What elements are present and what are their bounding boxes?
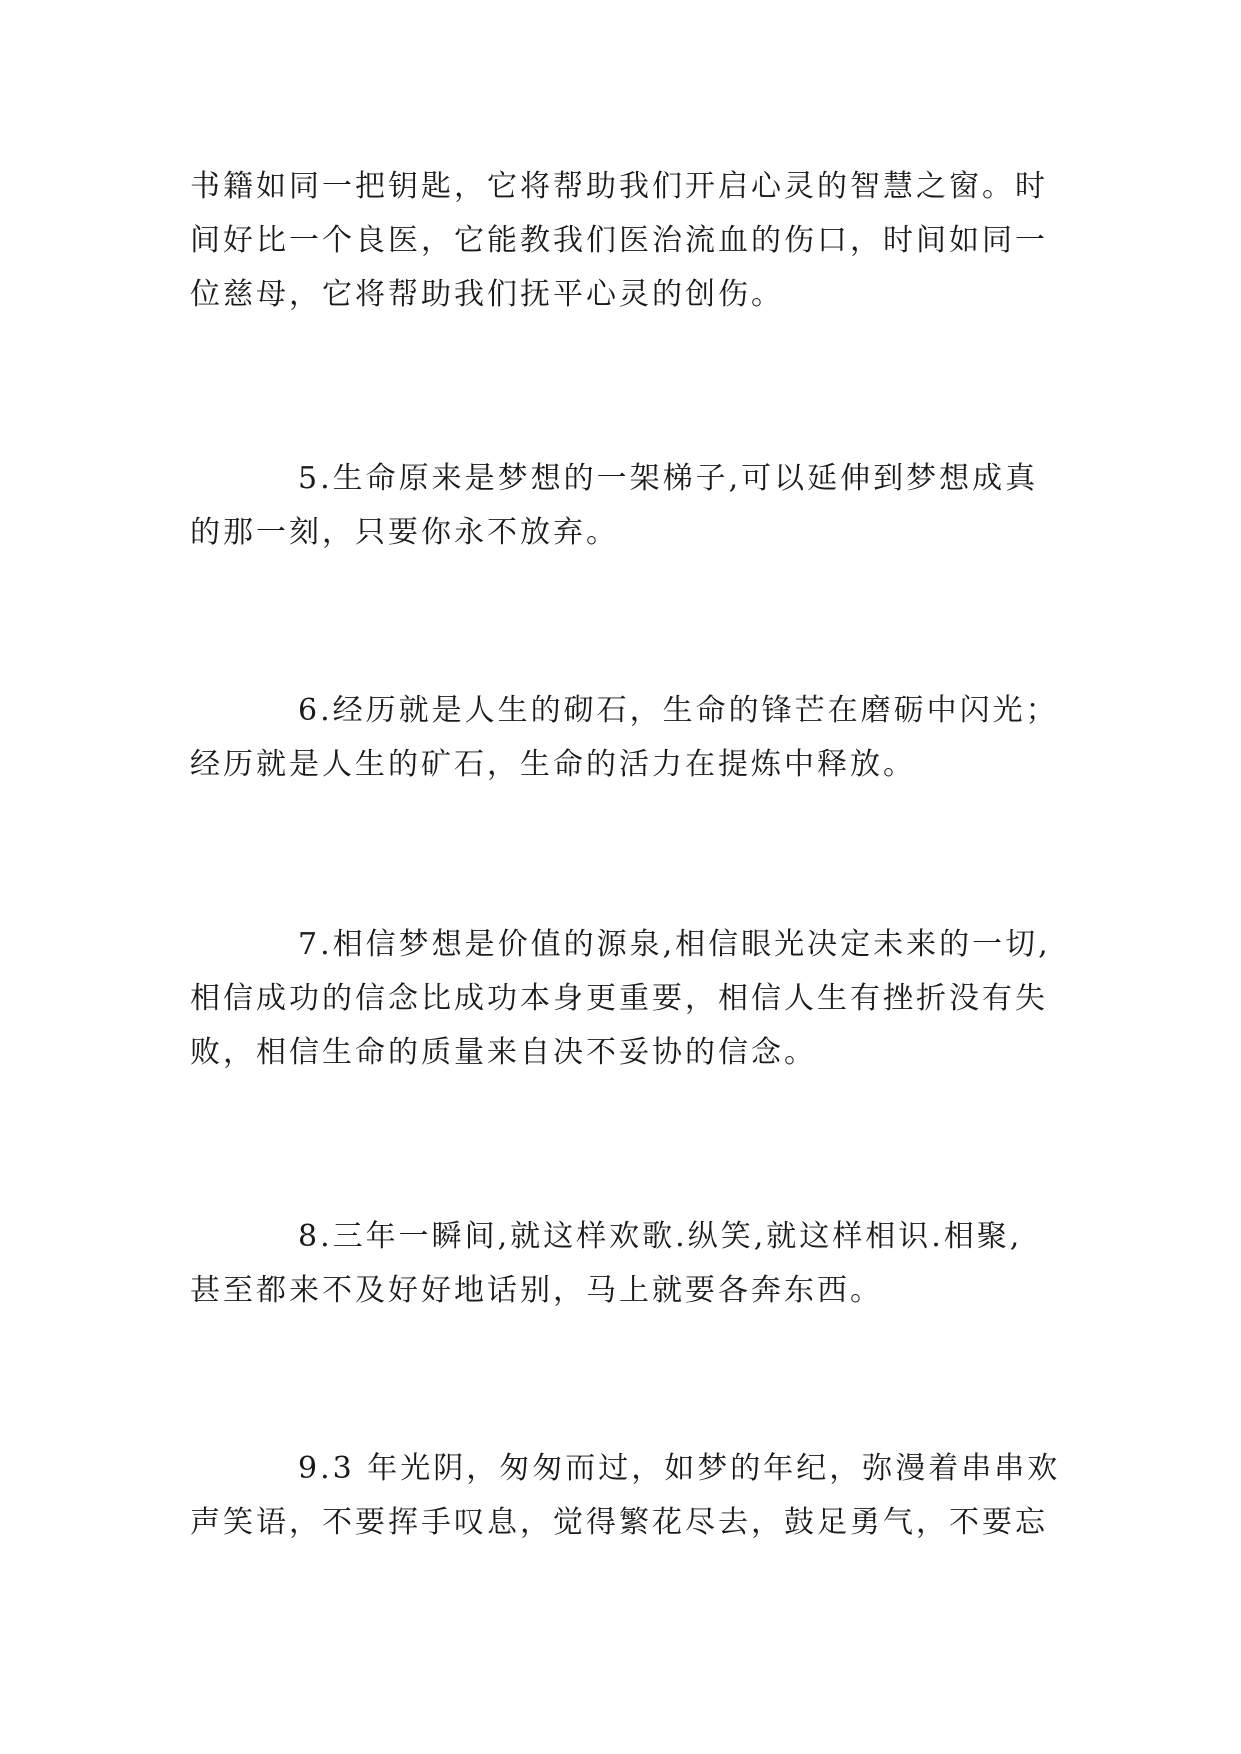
text-line: 6.经历就是人生的砌石，生命的锋芒在磨砺中闪光； <box>298 693 1059 728</box>
text-line: 的那一刻，只要你永不放弃。 <box>190 515 619 550</box>
text-line: 8.三年一瞬间,就这样欢歌.纵笑,就这样相识.相聚, <box>298 1219 1023 1254</box>
paragraph-item-8 <box>190 1210 1060 1318</box>
text-line: 声笑语，不要挥手叹息，觉得繁花尽去，鼓足勇气，不要忘 <box>190 1505 1048 1540</box>
text-line: 败，相信生命的质量来自决不妥协的信念。 <box>190 1035 817 1070</box>
text-line: 5.生命原来是梦想的一架梯子,可以延伸到梦想成真 <box>298 461 1039 496</box>
paragraph-item-5 <box>190 452 1060 560</box>
text-line: 间好比一个良医，它能教我们医治流血的伤口，时间如同一 <box>190 223 1048 258</box>
text-line: 经历就是人生的矿石，生命的活力在提炼中释放。 <box>190 747 916 782</box>
text-line: 9.3 年光阴，匆匆而过，如梦的年纪，弥漫着串串欢 <box>298 1451 1061 1486</box>
text-line: 甚至都来不及好好地话别，马上就要各奔东西。 <box>190 1273 883 1308</box>
text-line: 相信成功的信念比成功本身更重要，相信人生有挫折没有失 <box>190 981 1048 1016</box>
text-line: 位慈母，它将帮助我们抚平心灵的创伤。 <box>190 277 784 312</box>
paragraph-item-9 <box>190 1442 1060 1550</box>
paragraph-item-6 <box>190 684 1060 792</box>
paragraph-item-7 <box>190 918 1060 1080</box>
text-line: 7.相信梦想是价值的源泉,相信眼光决定未来的一切, <box>298 927 1051 962</box>
text-line: 书籍如同一把钥匙，它将帮助我们开启心灵的智慧之窗。时 <box>190 169 1048 204</box>
paragraph-books-time <box>190 160 1060 322</box>
